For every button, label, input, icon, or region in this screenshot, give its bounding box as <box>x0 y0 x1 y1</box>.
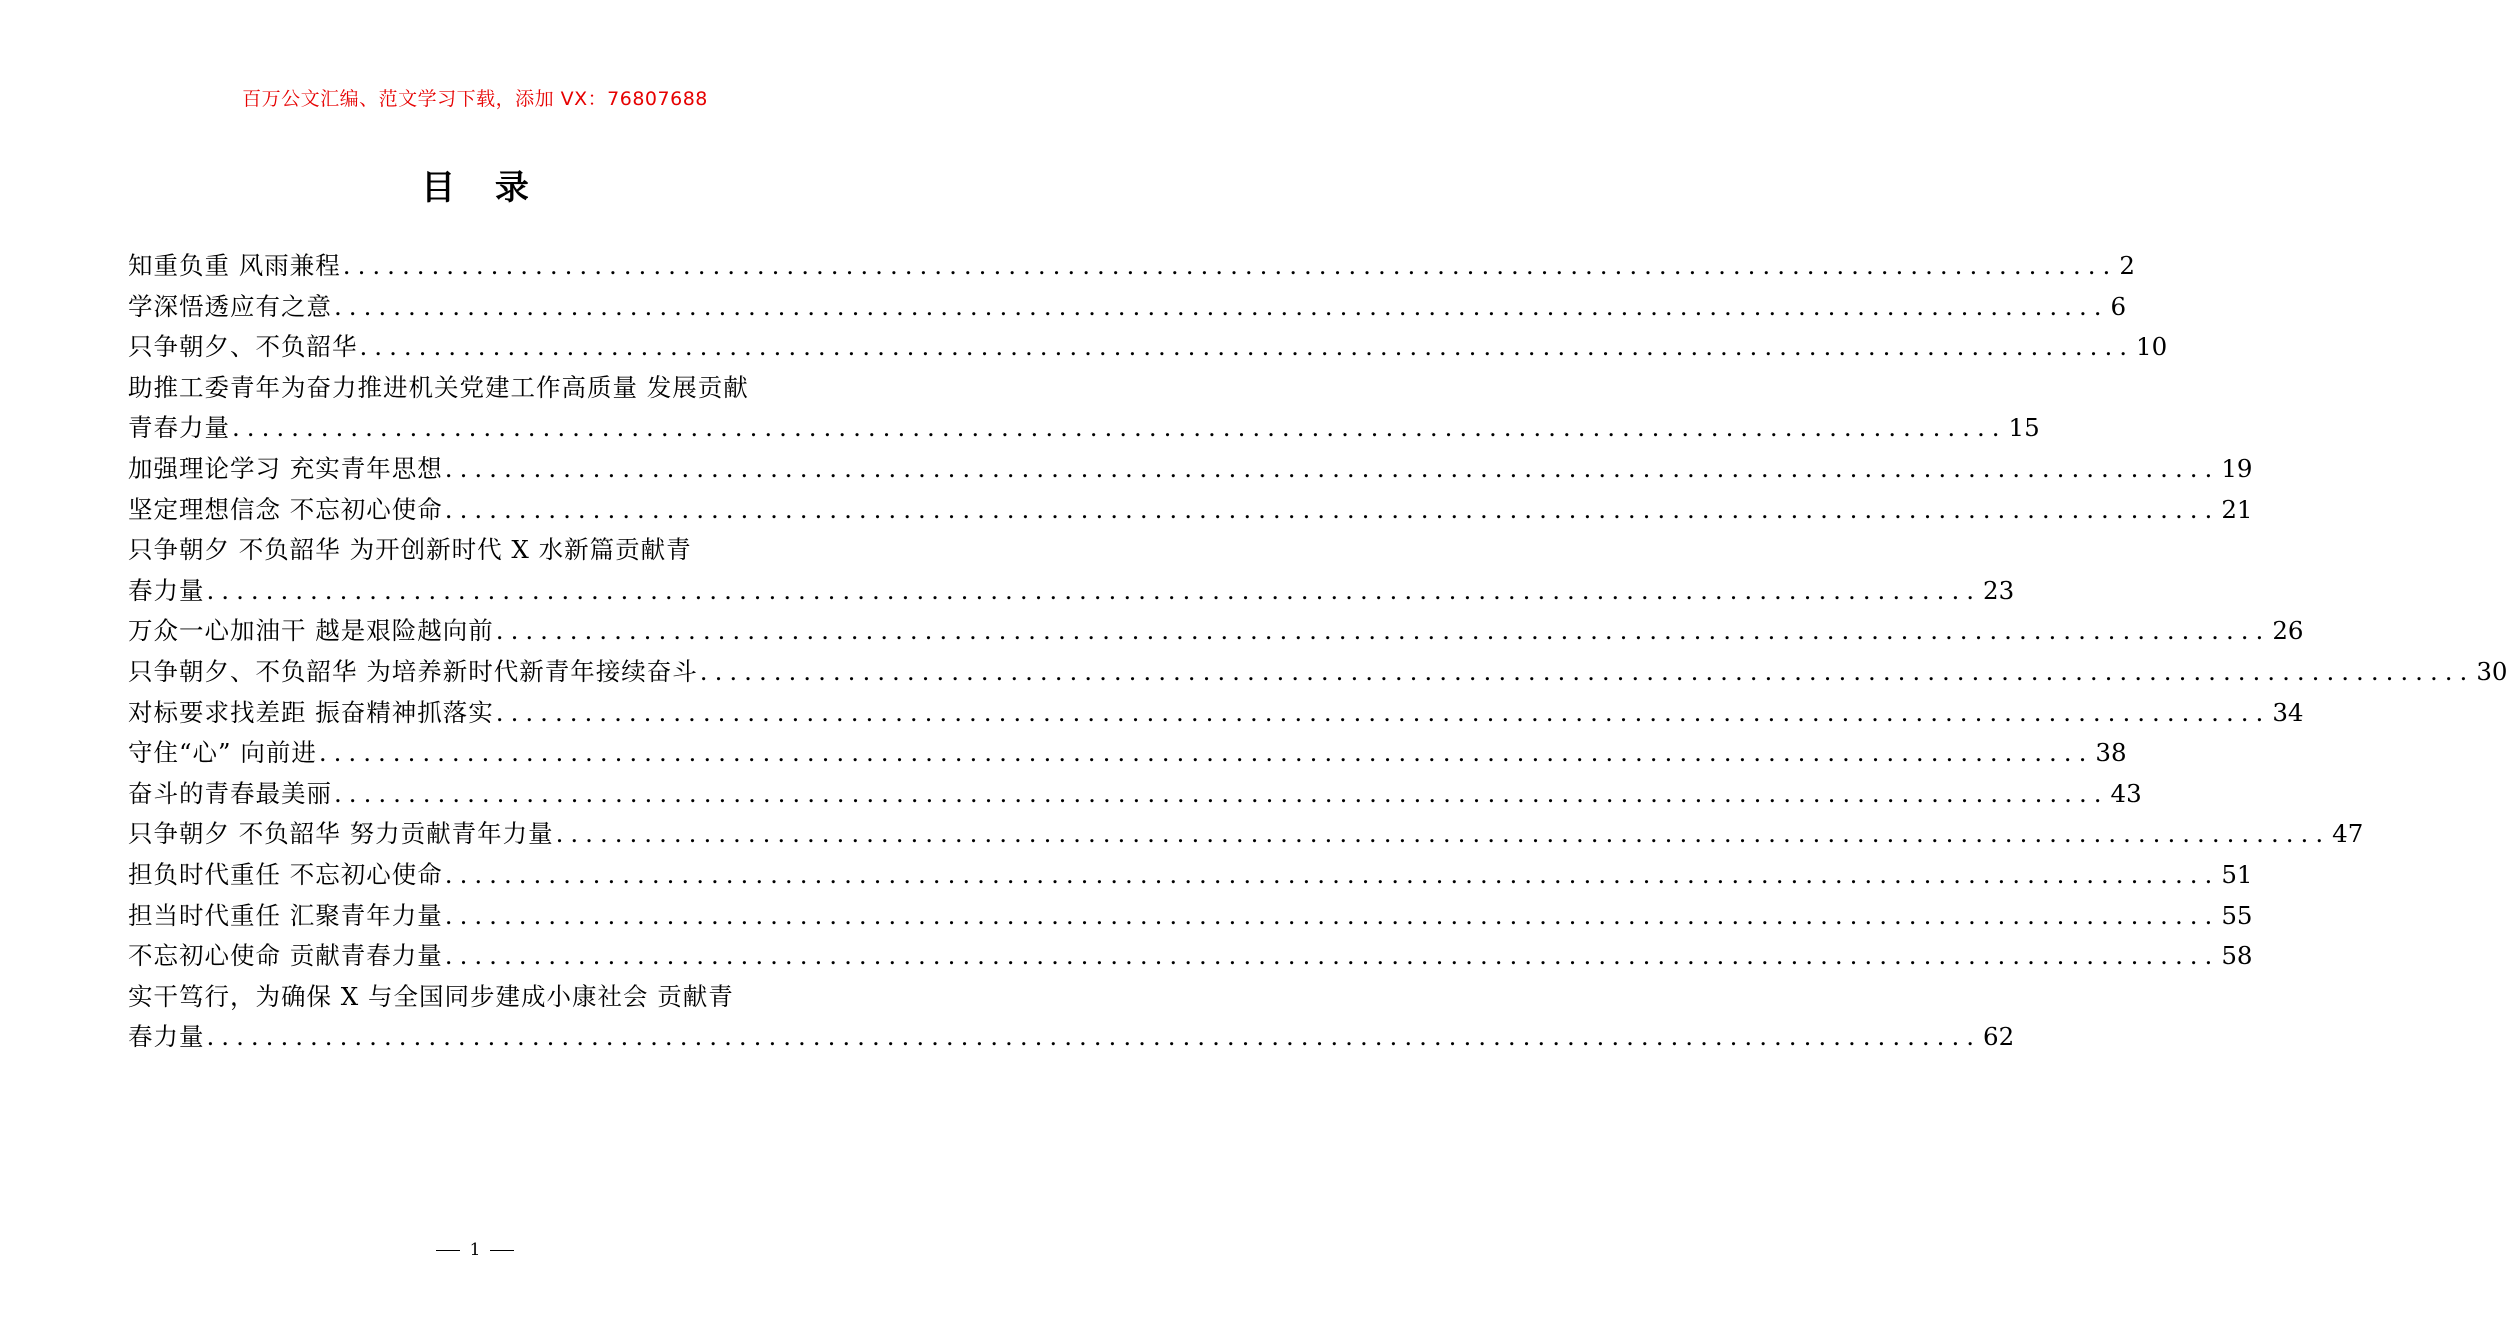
toc-entry-title: 加强理论学习 充实青年思想 <box>128 453 443 483</box>
toc-page-number: 2 <box>2119 251 2135 280</box>
toc-entry-line[interactable] <box>128 368 830 409</box>
toc-entry-continuation[interactable] <box>128 408 2040 449</box>
toc-entry[interactable] <box>128 490 2253 531</box>
toc-page-number: 15 <box>2008 413 2040 443</box>
toc-page-number: 55 <box>2221 900 2253 930</box>
toc-entry[interactable] <box>128 449 2253 490</box>
toc-page-number: 51 <box>2221 859 2253 889</box>
toc-dot-leader: ........................................................................................................................ <box>232 413 2007 443</box>
toc-entry-title: 知重负重 风雨兼程 <box>128 251 341 280</box>
toc-entry-title: 只争朝夕、不负韶华 为培养新时代新青年接续奋斗 <box>128 656 698 686</box>
toc-page-number: 10 <box>2136 332 2168 362</box>
toc-entry-title: 不忘初心使命 贡献青春力量 <box>128 941 443 971</box>
toc-entry[interactable] <box>128 936 2253 977</box>
toc-entry-title-cont: 春力量 <box>128 575 205 605</box>
toc-entry-continuation[interactable] <box>128 1017 2015 1058</box>
toc-page-number: 19 <box>2221 453 2253 483</box>
page-title <box>0 160 950 209</box>
toc-page-number: 34 <box>2272 697 2304 727</box>
toc-dot-leader: ........................................................................................................................ <box>359 332 2135 362</box>
toc-entry-title: 实干笃行，为确保 X 与全国同步建成小康社会 贡献青 <box>128 981 734 1011</box>
toc-dot-leader: ........................................................................................................................ <box>342 251 2118 280</box>
toc-dot-leader: ........................................................................................................................ <box>444 900 2220 930</box>
toc-dot-leader: ........................................................................................................................ <box>444 494 2220 524</box>
page-footer <box>0 1240 950 1260</box>
toc-entry-title: 担当时代重任 汇聚青年力量 <box>128 900 443 930</box>
toc-page-number: 47 <box>2332 819 2364 849</box>
toc-dot-leader: ........................................................................................................................ <box>206 1022 1982 1052</box>
toc-page-number: 26 <box>2272 616 2304 646</box>
toc-dot-leader: ........................................................................................................................ <box>444 453 2220 483</box>
toc-entry-title: 只争朝夕 不负韶华 努力贡献青年力量 <box>128 819 554 849</box>
download-notice: 百万公文汇编、范文学习下载，添加 VX：76807688 <box>242 88 708 110</box>
toc-entry-continuation[interactable] <box>128 571 2015 612</box>
toc-entry-title: 只争朝夕、不负韶华 <box>128 332 358 362</box>
toc-dot-leader: ........................................................................................................................ <box>444 941 2220 971</box>
toc-entry[interactable] <box>128 814 2364 855</box>
toc-dot-leader: ........................................................................................................................ <box>334 778 2109 808</box>
toc-dot-leader: ........................................................................................................................ <box>334 291 2109 321</box>
toc-entry[interactable] <box>128 287 2127 328</box>
toc-page-number: 62 <box>1983 1022 2015 1052</box>
toc-dot-leader: ........................................................................................................................ <box>206 575 1982 605</box>
toc-dot-leader: ........................................................................................................................ <box>495 616 2271 646</box>
toc-dot-leader: ........................................................................................................................ <box>495 697 2271 727</box>
toc-entry[interactable] <box>128 855 2253 896</box>
toc-entry[interactable] <box>128 693 2304 734</box>
toc-entry[interactable] <box>128 733 2127 774</box>
toc-dot-leader: ........................................................................................................................ <box>318 738 2094 768</box>
page-number: 1 <box>469 1240 481 1260</box>
toc-entry-title-cont: 青春力量 <box>128 413 230 443</box>
toc-page-number: 30 <box>2476 656 2508 686</box>
toc-entry-title: 学深悟透应有之意 <box>128 291 332 321</box>
toc-page-number: 58 <box>2221 941 2253 971</box>
footer-dash-left <box>436 1250 460 1251</box>
table-of-contents <box>128 246 2508 1058</box>
toc-entry[interactable] <box>128 774 2142 815</box>
toc-entry[interactable] <box>128 246 2135 287</box>
title-char-right: 录 <box>494 168 529 208</box>
toc-entry[interactable] <box>128 611 2304 652</box>
toc-entry-title: 只争朝夕 不负韶华 为开创新时代 X 水新篇贡献青 <box>128 535 692 565</box>
toc-page-number: 43 <box>2110 778 2142 808</box>
toc-page-number: 6 <box>2110 291 2127 321</box>
toc-entry-title-cont: 春力量 <box>128 1022 205 1052</box>
toc-entry[interactable] <box>128 327 2168 368</box>
toc-entry[interactable] <box>128 652 2508 693</box>
toc-page-number: 23 <box>1983 575 2015 605</box>
toc-entry-title: 助推工委青年为奋力推进机关党建工作高质量 发展贡献 <box>128 372 749 402</box>
toc-entry[interactable] <box>128 896 2253 937</box>
toc-page-number: 38 <box>2095 738 2127 768</box>
toc-entry-title: 万众一心加油干 越是艰险越向前 <box>128 616 494 646</box>
toc-entry-line[interactable] <box>128 977 830 1018</box>
toc-entry-title: 奋斗的青春最美丽 <box>128 778 332 808</box>
toc-dot-leader: ........................................................................................................................ <box>444 859 2220 889</box>
toc-entry-title: 担负时代重任 不忘初心使命 <box>128 859 443 889</box>
toc-entry-line[interactable] <box>128 530 830 571</box>
title-char-left: 目 <box>421 168 456 208</box>
toc-entry-title: 坚定理想信念 不忘初心使命 <box>128 494 443 524</box>
toc-dot-leader: ........................................................................................................................ <box>555 819 2331 849</box>
footer-dash-right <box>490 1250 514 1251</box>
toc-dot-leader: ........................................................................................................................ <box>699 656 2475 686</box>
toc-entry-title: 守住“心” 向前进 <box>128 738 317 768</box>
toc-page-number: 21 <box>2221 494 2253 524</box>
toc-entry-title: 对标要求找差距 振奋精神抓落实 <box>128 697 494 727</box>
